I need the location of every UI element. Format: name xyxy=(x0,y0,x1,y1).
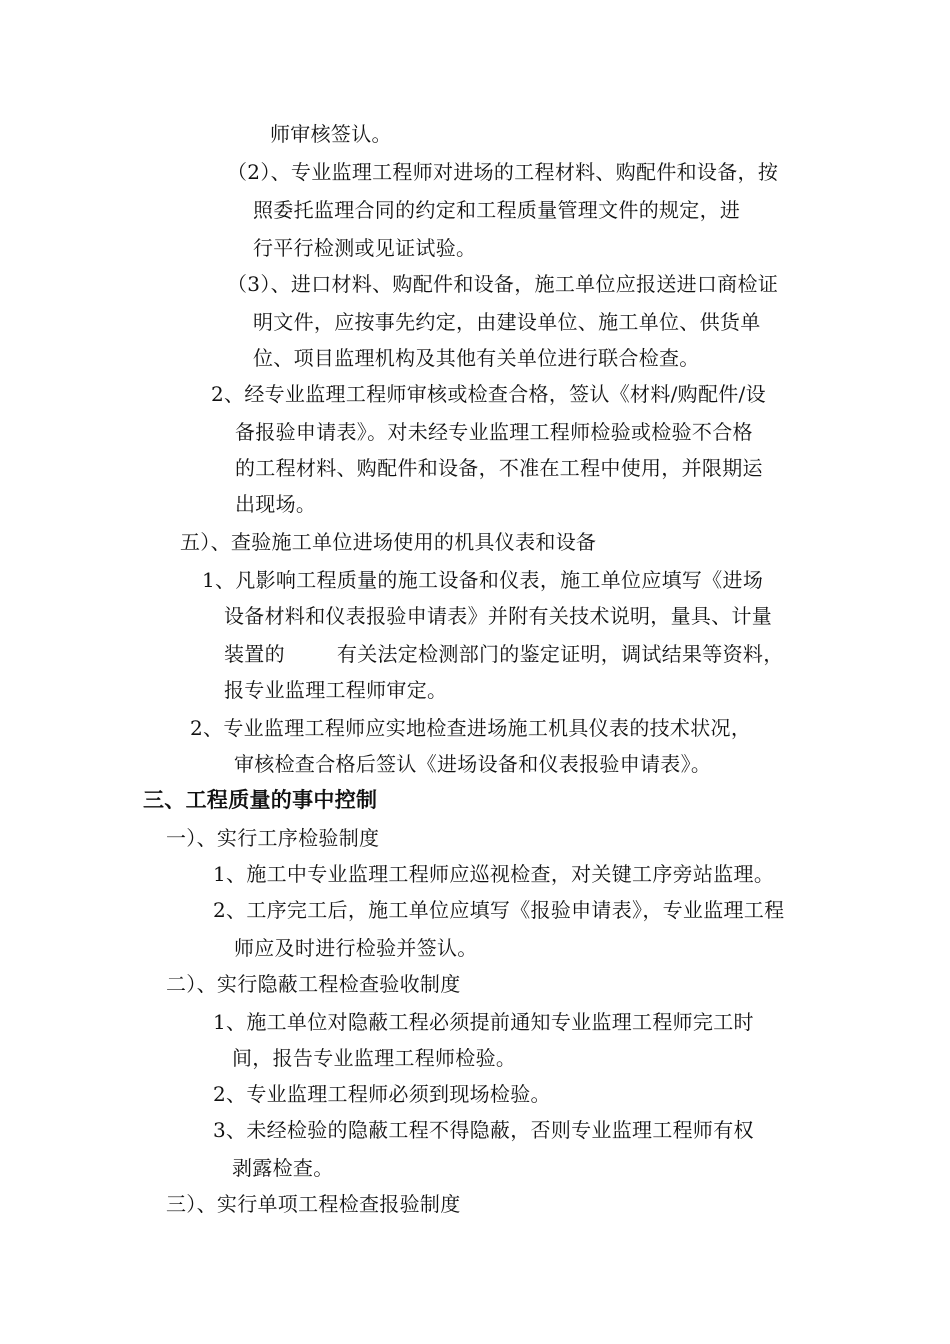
list-item: 2、专业监理工程师必须到现场检验。 xyxy=(213,1082,551,1106)
list-item: 2、工序完工后，施工单位应填写《报验申请表》，专业监理工程 xyxy=(213,898,785,922)
list-item: （2）、专业监理工程师对进场的工程材料、购配件和设备，按 xyxy=(227,160,779,184)
list-item: 2、专业监理工程师应实地检查进场施工机具仪表的技术状况， xyxy=(190,716,752,740)
subsection-heading: 三）、实行单项工程检查报验制度 xyxy=(166,1192,461,1216)
text-line: 审核检查合格后签认《进场设备和仪表报验申请表》。 xyxy=(234,752,712,776)
text-line: 间，报告专业监理工程师检验。 xyxy=(232,1046,517,1070)
text-line: 师应及时进行检验并签认。 xyxy=(234,936,478,960)
text-line: 的工程材料、购配件和设备，不准在工程中使用，并限期运 xyxy=(235,456,763,480)
list-item: 1、凡影响工程质量的施工设备和仪表，施工单位应填写《进场 xyxy=(202,568,764,592)
text-line: 师审核签认。 xyxy=(270,122,392,146)
list-item: 1、施工中专业监理工程师应巡视检查，对关键工序旁站监理。 xyxy=(213,862,775,886)
text-line: 剥露检查。 xyxy=(232,1156,334,1180)
text-line: 报专业监理工程师审定。 xyxy=(224,678,448,702)
subsection-heading: 一）、实行工序检验制度 xyxy=(166,826,380,850)
text-line: 设备材料和仪表报验申请表》并附有关技术说明，量具、计量 xyxy=(224,604,773,628)
list-item: （3）、进口材料、购配件和设备，施工单位应报送进口商检证 xyxy=(227,272,779,296)
text-segment: 有关法定检测部门的鉴定证明，调试结果等资料， xyxy=(336,642,784,666)
text-line: 位、项目监理机构及其他有关单位进行联合检查。 xyxy=(253,346,700,370)
text-line xyxy=(224,642,784,666)
text-line: 出现场。 xyxy=(235,492,317,516)
text-line: 备报验申请表》。对未经专业监理工程师检验或检验不合格 xyxy=(235,420,753,444)
text-line: 行平行检测或见证试验。 xyxy=(253,236,477,260)
subsection-heading: 五）、查验施工单位进场使用的机具仪表和设备 xyxy=(180,530,597,554)
section-heading: 三、工程质量的事中控制 xyxy=(143,788,378,812)
text-segment: 装置的 xyxy=(224,642,285,666)
text-line: 明文件，应按事先约定，由建设单位、施工单位、供货单 xyxy=(253,310,761,334)
text-line: 照委托监理合同的约定和工程质量管理文件的规定，进 xyxy=(253,198,741,222)
subsection-heading: 二）、实行隐蔽工程检查验收制度 xyxy=(166,972,461,996)
list-item: 3、未经检验的隐蔽工程不得隐蔽，否则专业监理工程师有权 xyxy=(213,1118,754,1142)
list-item: 1、施工单位对隐蔽工程必须提前通知专业监理工程师完工时 xyxy=(213,1010,754,1034)
list-item: 2、经专业监理工程师审核或检查合格，签认《材料/购配件/设 xyxy=(211,382,766,406)
